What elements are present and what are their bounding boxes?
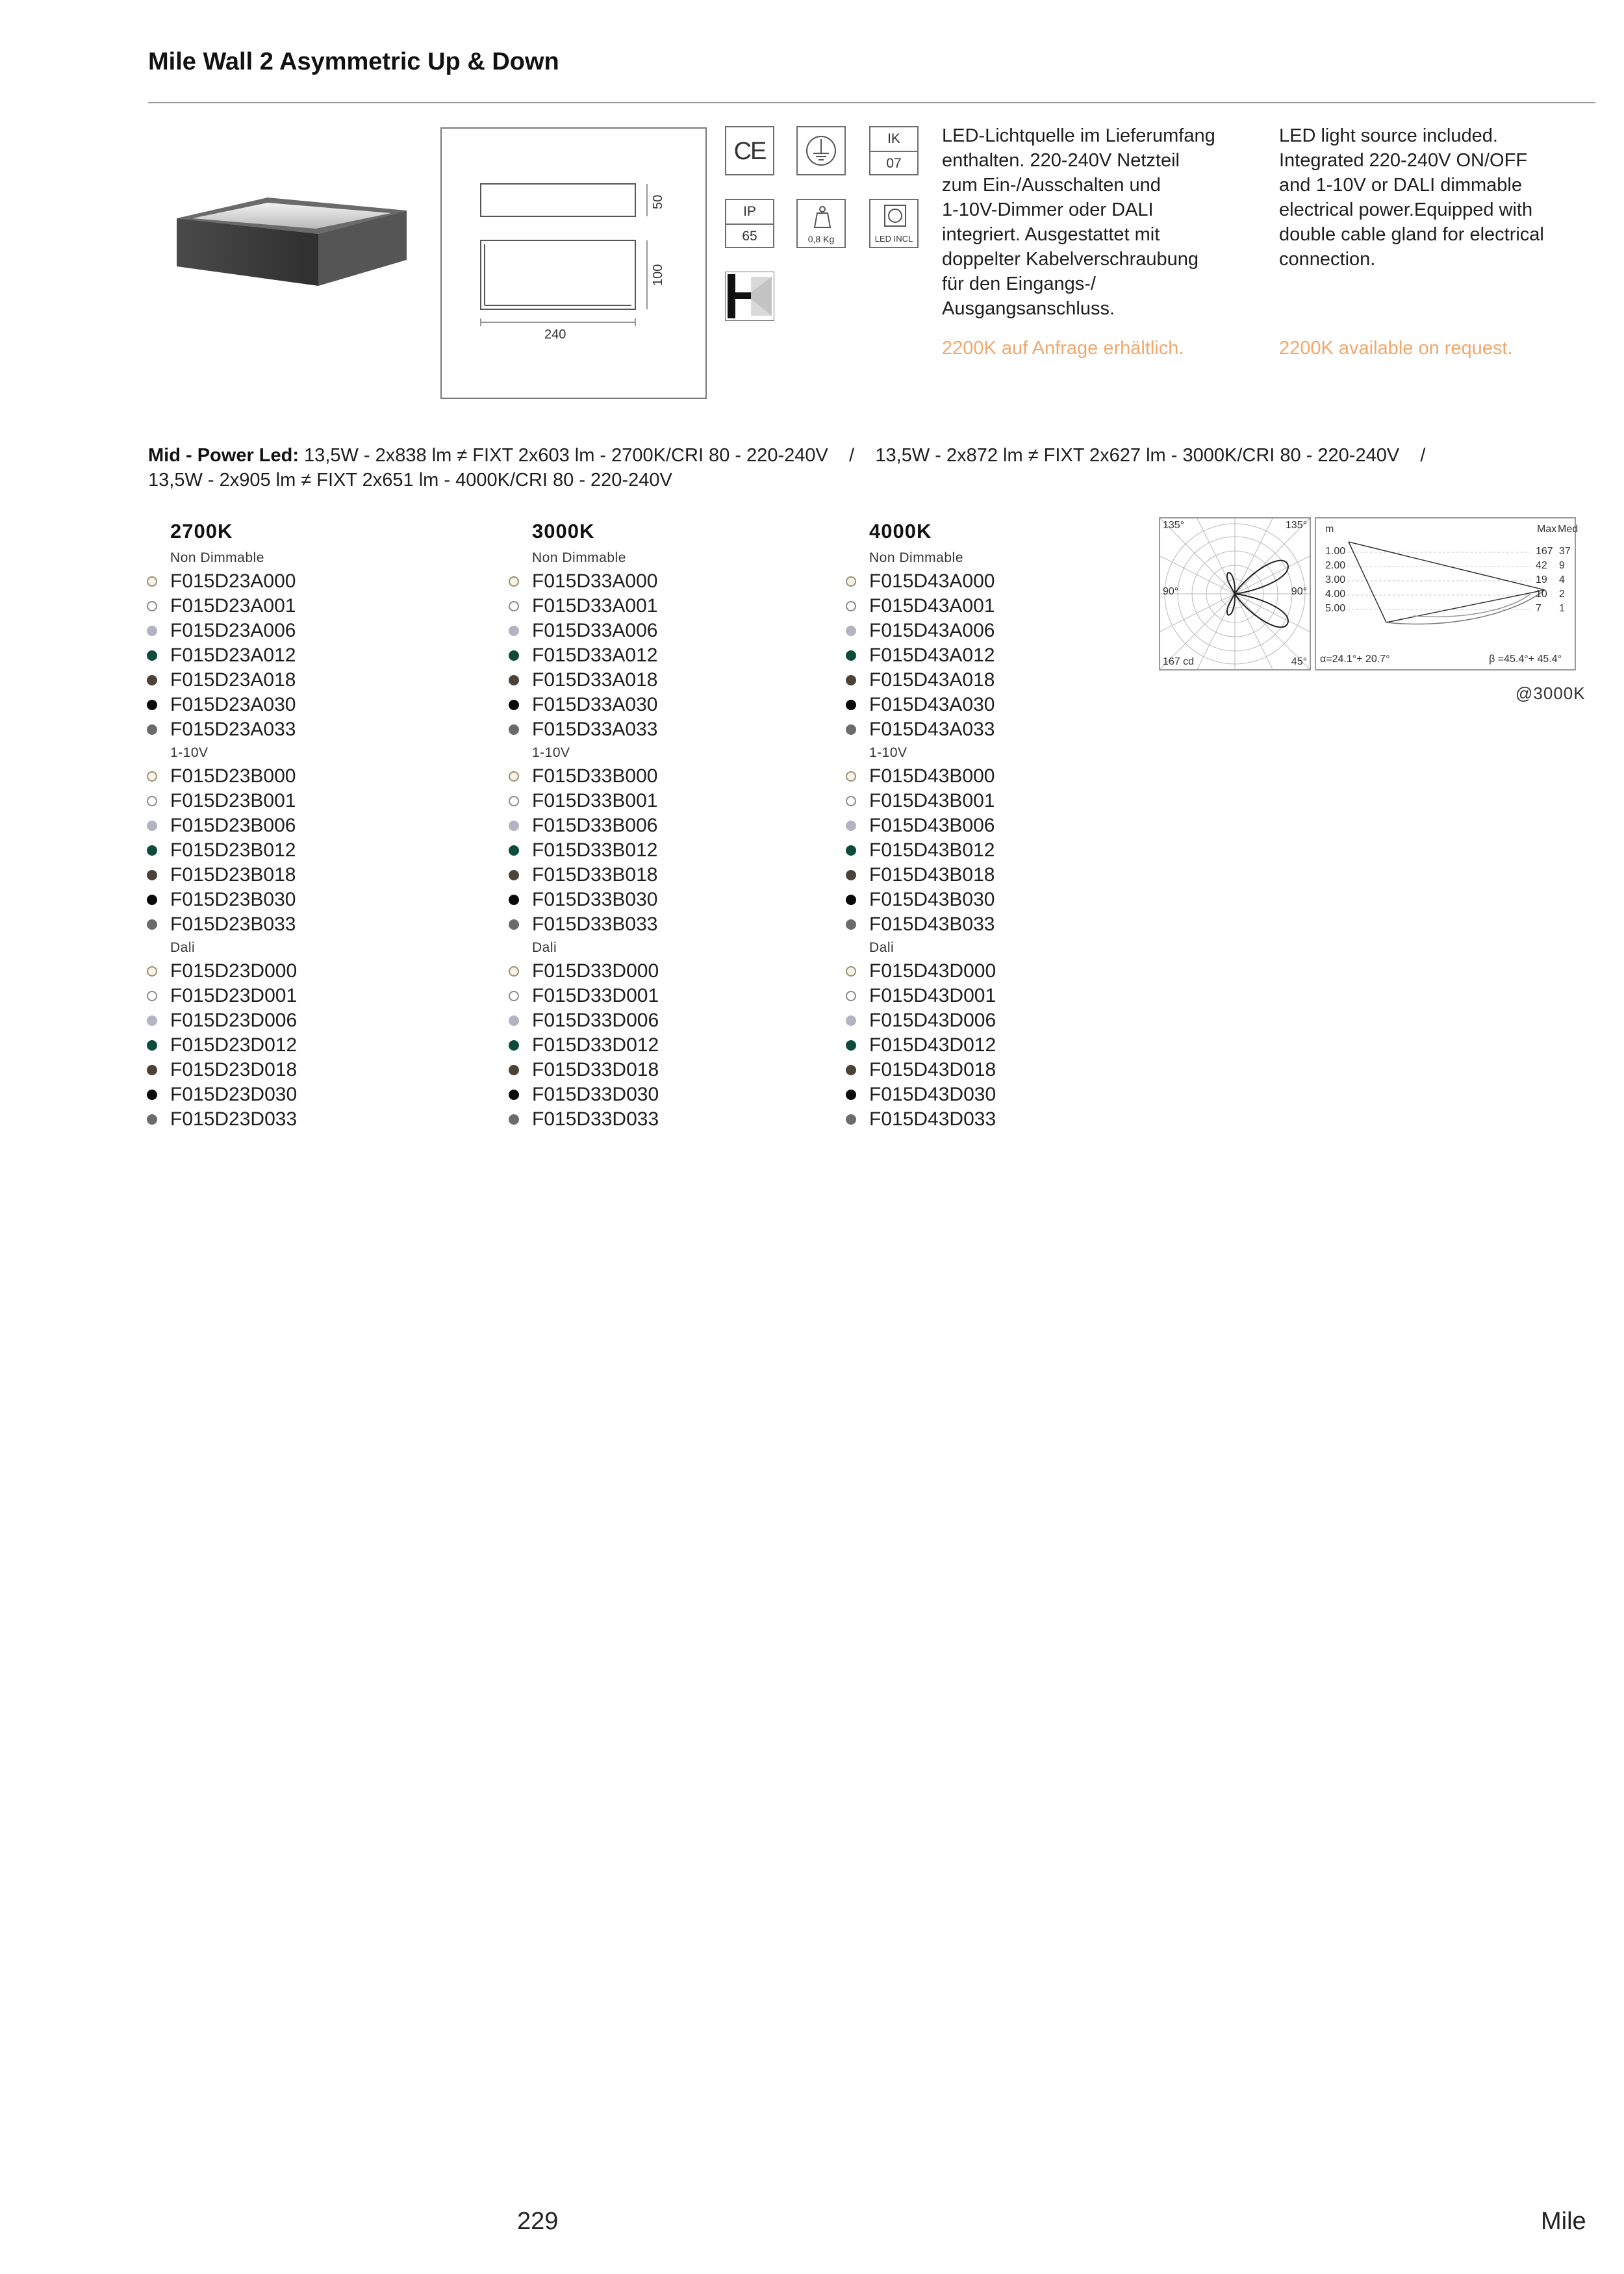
product-code: F015D43D018 [869, 1059, 996, 1080]
cone-distance: 1.00 [1325, 546, 1346, 557]
product-code-row [147, 594, 472, 619]
product-code-row [846, 1058, 1171, 1082]
product-code-row [147, 1008, 472, 1033]
cone-distance: 4.00 [1325, 589, 1346, 600]
group-label: Dali [869, 940, 894, 955]
finish-color-swatch [509, 895, 519, 905]
product-code: F015D23D030 [170, 1084, 298, 1105]
product-code: F015D43D030 [869, 1084, 996, 1105]
finish-color-swatch [509, 966, 519, 977]
cone-med-value: 4 [1559, 574, 1565, 585]
group-label: 1-10V [532, 745, 570, 760]
product-code: F015D23D033 [170, 1108, 298, 1130]
product-code-row [147, 717, 472, 742]
group-label: Non Dimmable [170, 550, 264, 565]
finish-color-swatch [846, 895, 856, 905]
product-code: F015D43D000 [869, 960, 996, 982]
cone-med-value: 2 [1559, 589, 1565, 600]
code-column-2700k [147, 520, 472, 1132]
spec-label: Mid - Power Led: [148, 445, 299, 466]
finish-color-swatch [147, 821, 157, 831]
dimension-lines [442, 129, 705, 398]
finish-color-swatch [509, 601, 519, 611]
finish-color-swatch [509, 1090, 519, 1100]
product-code-row [509, 594, 833, 619]
product-code: F015D33B001 [532, 790, 658, 811]
cone-med-value: 9 [1559, 560, 1565, 571]
finish-color-swatch [147, 991, 157, 1001]
finish-color-swatch [846, 576, 856, 587]
product-code: F015D43B001 [869, 790, 995, 811]
finish-color-swatch [846, 919, 856, 930]
finish-color-swatch [509, 1065, 519, 1075]
polar-diagram [1159, 517, 1311, 671]
product-code-row [147, 813, 472, 838]
cone-max-value: 7 [1536, 603, 1542, 614]
polar-label-90-right: 90° [1291, 586, 1307, 597]
product-code: F015D23B000 [170, 765, 296, 787]
product-code: F015D33B006 [532, 815, 658, 836]
product-code-row [846, 643, 1171, 668]
ik-rating-icon: IK 07 [869, 126, 919, 175]
note-en: 2200K available on request. [1279, 338, 1513, 359]
product-code-row [147, 888, 472, 912]
product-code-row [509, 1107, 833, 1132]
product-code: F015D33B033 [532, 913, 658, 935]
product-code: F015D43B030 [869, 889, 995, 910]
finish-color-swatch [147, 796, 157, 806]
finish-color-swatch [846, 796, 856, 806]
finish-color-swatch [509, 845, 519, 856]
dimension-height-bottom: 100 [651, 264, 665, 286]
group-label: Non Dimmable [532, 550, 626, 565]
product-code: F015D33D006 [532, 1010, 659, 1031]
polar-label-45: 45° [1291, 656, 1307, 667]
group-label: 1-10V [170, 745, 209, 760]
weight-icon [796, 199, 846, 248]
product-code: F015D33A000 [532, 570, 658, 592]
finish-color-swatch [846, 771, 856, 782]
product-code: F015D23B033 [170, 913, 296, 935]
product-code-row [509, 863, 833, 888]
finish-color-swatch [509, 991, 519, 1001]
product-code: F015D43B018 [869, 864, 995, 886]
product-code-row [147, 1107, 472, 1132]
cone-distance: 3.00 [1325, 574, 1346, 585]
product-code-row [846, 813, 1171, 838]
finish-color-swatch [147, 771, 157, 782]
product-code: F015D33A033 [532, 719, 658, 740]
polar-grid [1160, 518, 1310, 669]
finish-color-swatch [846, 1065, 856, 1075]
product-code-row [509, 813, 833, 838]
finish-color-swatch [846, 821, 856, 831]
cone-diagram [1315, 517, 1579, 671]
product-code: F015D23D018 [170, 1059, 298, 1080]
product-code-row [147, 569, 472, 594]
product-code-row [509, 764, 833, 789]
group-label: Non Dimmable [869, 550, 963, 565]
product-code-row [846, 984, 1171, 1008]
finish-color-swatch [147, 966, 157, 977]
product-code: F015D43A001 [869, 595, 995, 617]
dimension-width: 240 [544, 327, 566, 342]
product-code: F015D33D001 [532, 985, 659, 1006]
product-code-row [509, 984, 833, 1008]
led-included-icon [869, 199, 919, 248]
section-name: Mile [1541, 2208, 1586, 2235]
product-code: F015D33B018 [532, 864, 658, 886]
product-code-row [846, 569, 1171, 594]
product-code-row [147, 1082, 472, 1107]
column-heading: 2700K [170, 520, 233, 543]
finish-color-swatch [509, 700, 519, 710]
finish-color-swatch [147, 919, 157, 930]
product-code-row [846, 619, 1171, 643]
finish-color-swatch [846, 724, 856, 735]
product-code: F015D23A033 [170, 719, 296, 740]
product-code-row [846, 1033, 1171, 1058]
product-code-row [147, 984, 472, 1008]
cone-max-value: 167 [1536, 546, 1553, 557]
finish-color-swatch [147, 1016, 157, 1026]
finish-color-swatch [509, 1040, 519, 1051]
product-code: F015D23B006 [170, 815, 296, 836]
product-code-row [509, 717, 833, 742]
finish-color-swatch [846, 991, 856, 1001]
product-code-row [509, 912, 833, 937]
product-code: F015D23D006 [170, 1010, 298, 1031]
finish-color-swatch [509, 675, 519, 685]
product-code-row [846, 1082, 1171, 1107]
earth-ground-icon [796, 126, 846, 175]
product-code-row [846, 1008, 1171, 1033]
cone-distance: 2.00 [1325, 560, 1346, 571]
product-code-row [846, 912, 1171, 937]
finish-color-swatch [846, 626, 856, 636]
finish-color-swatch [147, 650, 157, 661]
finish-color-swatch [846, 1090, 856, 1100]
finish-color-swatch [147, 845, 157, 856]
finish-color-swatch [147, 626, 157, 636]
description-de: LED-Lichtquelle im Lieferumfang enthalten. 220-240V Netzteil zum Ein-/Ausschalten und 1-10V-Dimmer oder DALI integriert. Ausgestattet mit doppelter Kabelverschraubung für den Eingangs-/ Ausgangsanschluss. [942, 125, 1215, 319]
product-code-row [846, 668, 1171, 693]
product-code: F015D43A018 [869, 669, 995, 691]
page-number: 229 [517, 2208, 559, 2235]
column-heading: 3000K [532, 520, 595, 543]
page-title: Mile Wall 2 Asymmetric Up & Down [148, 48, 559, 75]
product-code-row [147, 789, 472, 813]
product-code: F015D43B012 [869, 839, 995, 861]
ip-rating-icon: IP 65 [725, 199, 774, 248]
product-code-row [846, 717, 1171, 742]
product-code: F015D33D000 [532, 960, 659, 982]
cone-unit: m [1325, 524, 1334, 535]
product-code: F015D33D012 [532, 1034, 659, 1056]
finish-color-swatch [509, 919, 519, 930]
finish-color-swatch [147, 1114, 157, 1125]
product-code-row [846, 1107, 1171, 1132]
finish-color-swatch [846, 700, 856, 710]
finish-color-swatch [509, 796, 519, 806]
product-code-row [509, 959, 833, 984]
finish-color-swatch [147, 1065, 157, 1075]
product-code-row [509, 1008, 833, 1033]
photometric-note: @3000K [1516, 683, 1586, 703]
spec-line-1: 13,5W - 2x838 lm ≠ FIXT 2x603 lm - 2700K/CRI 80 - 220-240V / 13,5W - 2x872 lm ≠ FIXT 2x627 lm - 3000K/CRI 80 - 220-240V / [299, 445, 1426, 466]
product-code-row [846, 693, 1171, 717]
finish-color-swatch [147, 895, 157, 905]
product-code-row [509, 693, 833, 717]
product-code-row [509, 1058, 833, 1082]
led-spec [148, 443, 1597, 492]
product-code-row [846, 764, 1171, 789]
product-code-row [509, 838, 833, 863]
weight-value: 0,8 Kg [807, 234, 835, 244]
product-code-row [147, 693, 472, 717]
cone-col-max: Max [1537, 524, 1557, 535]
finish-color-swatch [846, 675, 856, 685]
description-en: LED light source included. Integrated 220-240V ON/OFF and 1-10V or DALI dimmable electrical power.Equipped with double cable gland for electrical connection. [1279, 125, 1544, 270]
polar-label-135-left: 135° [1163, 520, 1185, 531]
product-code: F015D43D006 [869, 1010, 996, 1031]
finish-color-swatch [846, 650, 856, 661]
finish-color-swatch [846, 1114, 856, 1125]
group-label: Dali [170, 940, 196, 955]
led-included-label: LED INCL [874, 234, 913, 244]
product-code: F015D33B000 [532, 765, 658, 787]
header-divider [148, 102, 1595, 103]
product-code-row [509, 569, 833, 594]
product-code: F015D33D018 [532, 1059, 659, 1080]
product-code-row [509, 789, 833, 813]
group-label: 1-10V [869, 745, 907, 760]
product-code: F015D33A018 [532, 669, 658, 691]
product-code-row [147, 838, 472, 863]
product-code-row [509, 668, 833, 693]
product-code-row [846, 838, 1171, 863]
finish-color-swatch [509, 650, 519, 661]
product-code: F015D33D030 [532, 1084, 659, 1105]
finish-color-swatch [846, 870, 856, 880]
product-code-row [147, 912, 472, 937]
finish-color-swatch [509, 626, 519, 636]
finish-color-swatch [509, 870, 519, 880]
product-code: F015D23A012 [170, 645, 296, 666]
product-code-row [846, 594, 1171, 619]
finish-color-swatch [509, 576, 519, 587]
polar-label-cd: 167 cd [1163, 656, 1195, 667]
cone-col-med: Med [1558, 524, 1579, 535]
group-label: Dali [532, 940, 557, 955]
product-code: F015D33A012 [532, 645, 658, 666]
product-code: F015D33B012 [532, 839, 658, 861]
product-code: F015D43B033 [869, 913, 995, 935]
product-code: F015D43D033 [869, 1108, 996, 1130]
product-code: F015D43A012 [869, 645, 995, 666]
wall-mount-icon [725, 272, 774, 321]
product-code: F015D23A000 [170, 570, 296, 592]
product-code: F015D23B001 [170, 790, 296, 811]
product-code: F015D43A030 [869, 694, 995, 715]
cone-med-value: 1 [1559, 603, 1565, 614]
product-code: F015D23A018 [170, 669, 296, 691]
product-code: F015D33D033 [532, 1108, 659, 1130]
product-code-row [147, 619, 472, 643]
finish-color-swatch [509, 724, 519, 735]
code-column-4000k [846, 520, 1171, 1132]
product-code: F015D43A033 [869, 719, 995, 740]
product-code-row [147, 863, 472, 888]
cone-med-value: 37 [1559, 546, 1571, 557]
product-code: F015D23D012 [170, 1034, 298, 1056]
finish-color-swatch [846, 845, 856, 856]
cone-max-value: 42 [1536, 560, 1547, 571]
finish-color-swatch [147, 675, 157, 685]
product-code-row [509, 1082, 833, 1107]
product-code: F015D23D000 [170, 960, 298, 982]
cone-max-value: 19 [1536, 574, 1547, 585]
product-code: F015D43A000 [869, 570, 995, 592]
product-code: F015D23A001 [170, 595, 296, 617]
product-code: F015D43A006 [869, 620, 995, 641]
polar-label-90-left: 90° [1163, 586, 1179, 597]
product-code: F015D23B012 [170, 839, 296, 861]
product-code: F015D23B018 [170, 864, 296, 886]
product-code: F015D33A030 [532, 694, 658, 715]
product-code: F015D33A006 [532, 620, 658, 641]
product-code-row [846, 863, 1171, 888]
finish-color-swatch [846, 1016, 856, 1026]
finish-color-swatch [147, 1090, 157, 1100]
finish-color-swatch [147, 1040, 157, 1051]
product-code: F015D43B000 [869, 765, 995, 787]
product-code: F015D43D012 [869, 1034, 996, 1056]
finish-color-swatch [509, 1016, 519, 1026]
product-code-row [846, 888, 1171, 912]
product-code: F015D33B030 [532, 889, 658, 910]
finish-color-swatch [147, 601, 157, 611]
product-code-row [509, 1033, 833, 1058]
finish-color-swatch [846, 1040, 856, 1051]
product-code-row [846, 789, 1171, 813]
dimension-height-top: 50 [651, 194, 665, 209]
product-code-row [147, 643, 472, 668]
ce-mark-icon: CE [725, 126, 774, 175]
polar-label-135-right: 135° [1285, 520, 1307, 531]
product-code: F015D23A030 [170, 694, 296, 715]
product-code: F015D43D001 [869, 985, 996, 1006]
product-code-row [509, 619, 833, 643]
column-heading: 4000K [869, 520, 932, 543]
product-code-row [147, 668, 472, 693]
finish-color-swatch [846, 966, 856, 977]
product-code: F015D43B006 [869, 815, 995, 836]
product-code-row [147, 1058, 472, 1082]
finish-color-swatch [509, 821, 519, 831]
finish-color-swatch [147, 724, 157, 735]
dimension-drawing [440, 127, 707, 399]
product-code-row [509, 888, 833, 912]
cone-distance: 5.00 [1325, 603, 1346, 614]
finish-color-swatch [147, 576, 157, 587]
finish-color-swatch [846, 601, 856, 611]
product-code: F015D23D001 [170, 985, 298, 1006]
finish-color-swatch [509, 1114, 519, 1125]
product-code-row [147, 1033, 472, 1058]
product-code-row [147, 764, 472, 789]
product-code-row [509, 643, 833, 668]
product-code: F015D23A006 [170, 620, 296, 641]
finish-color-swatch [509, 771, 519, 782]
code-column-3000k [509, 520, 833, 1132]
cone-max-value: 10 [1536, 589, 1547, 600]
spec-line-2: 13,5W - 2x905 lm ≠ FIXT 2x651 lm - 4000K/CRI 80 - 220-240V [148, 470, 672, 491]
product-code: F015D33A001 [532, 595, 658, 617]
product-code-row [846, 959, 1171, 984]
product-code: F015D23B030 [170, 889, 296, 910]
cone-beta: β =45.4°+ 45.4° [1489, 654, 1562, 665]
finish-color-swatch [147, 700, 157, 710]
finish-color-swatch [147, 870, 157, 880]
cone-alpha: α=24.1°+ 20.7° [1320, 654, 1390, 665]
product-code-row [147, 959, 472, 984]
product-photo [170, 195, 412, 288]
note-de: 2200K auf Anfrage erhältlich. [942, 338, 1184, 359]
